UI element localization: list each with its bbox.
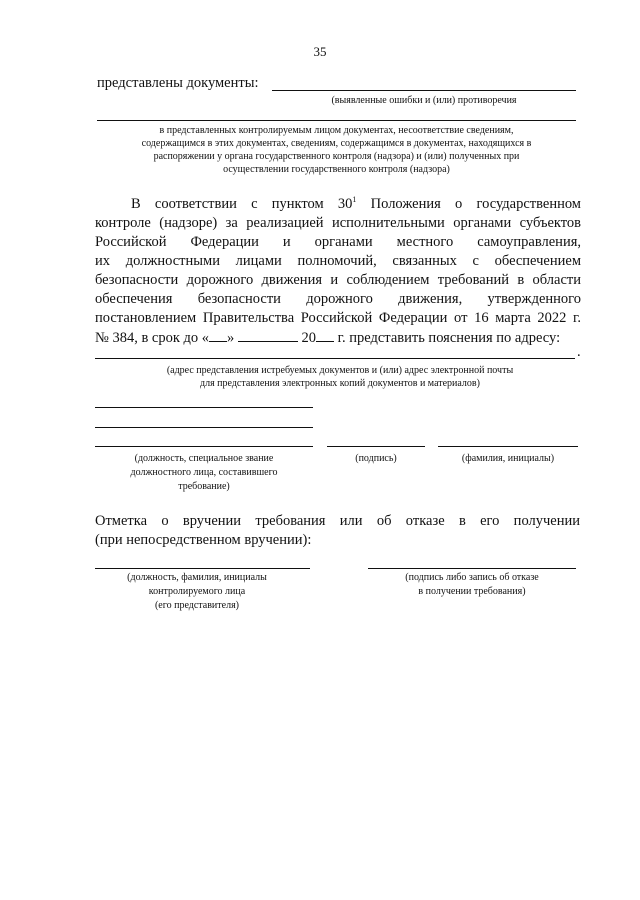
delivery-line-2: (при непосредственном вручении):: [95, 532, 312, 548]
extra-line-2[interactable]: [95, 427, 313, 428]
main-line-6: обеспечения безопасности дорожного движения, утвержденного: [95, 291, 581, 307]
signature-line[interactable]: [327, 446, 425, 447]
delivery-left-line[interactable]: [95, 568, 310, 569]
main-line-5: безопасности дорожного движения и соблюдением требований в области: [95, 272, 581, 288]
address-hint: (адрес представления истребуемых документов и (или) адрес электронной почты для представления электронных копий документов и материалов): [166, 365, 514, 389]
delivery-line-1: Отметка о вручении требования или об отказе в его получении: [95, 513, 580, 529]
delivery-right-line[interactable]: [368, 568, 576, 569]
presented-continuation: в представленных контролируемым лицом документах, несоответствие сведениям, содержащимся в этих документах, сведениям, содержащимся в документах, находящихся в распоряжении у органа государственного контроля (надзора) и (или) полученных при осуществлении государственного контроля (надзора): [141, 125, 532, 175]
month-field[interactable]: [238, 328, 298, 342]
position-line[interactable]: [95, 446, 313, 447]
main-line-4: их должностными лицами полномочий, связанных с обеспечением: [95, 253, 581, 269]
main-line-8: № 384, в срок до « » 20 г. представить пояснения по адресу:: [95, 330, 561, 346]
delivery-left-caption: (должность, фамилия, инициалы контролируемого лица (его представителя): [127, 572, 267, 611]
footnote-sup: 1: [352, 195, 357, 205]
delivery-right-caption: (подпись либо запись об отказе в получении требования): [405, 572, 539, 597]
main-paragraph: [95, 195, 581, 348]
year-field[interactable]: [316, 328, 334, 342]
position-caption: (должность, специальное звание должностного лица, составившего требование): [130, 453, 278, 492]
presented-label: представлены документы:: [97, 75, 259, 91]
address-line[interactable]: [95, 358, 575, 359]
presented-line-2[interactable]: [97, 120, 576, 121]
delivery-text: [95, 512, 580, 550]
main-line-3: Российской Федерации и органами местного самоуправления,: [95, 234, 581, 250]
main-line-7: постановлением Правительства Российской Федерации от 16 марта 2022 г.: [95, 310, 581, 326]
extra-line-1[interactable]: [95, 407, 313, 408]
main-line-1: В соответствии с пунктом $30^1$ Положения о государственном: [131, 195, 581, 212]
signature-caption: (подпись): [355, 453, 397, 464]
name-caption: (фамилия, инициалы): [461, 453, 555, 464]
presented-hint: (выявленные ошибки и (или) противоречия: [331, 95, 517, 106]
day-field[interactable]: [209, 328, 227, 342]
page-number: 35: [313, 44, 327, 59]
name-line[interactable]: [438, 446, 578, 447]
main-line-2: контроле (надзоре) за реализацией исполнительными органами субъектов: [95, 215, 581, 231]
address-end: .: [577, 344, 581, 360]
presented-line[interactable]: [272, 90, 576, 91]
